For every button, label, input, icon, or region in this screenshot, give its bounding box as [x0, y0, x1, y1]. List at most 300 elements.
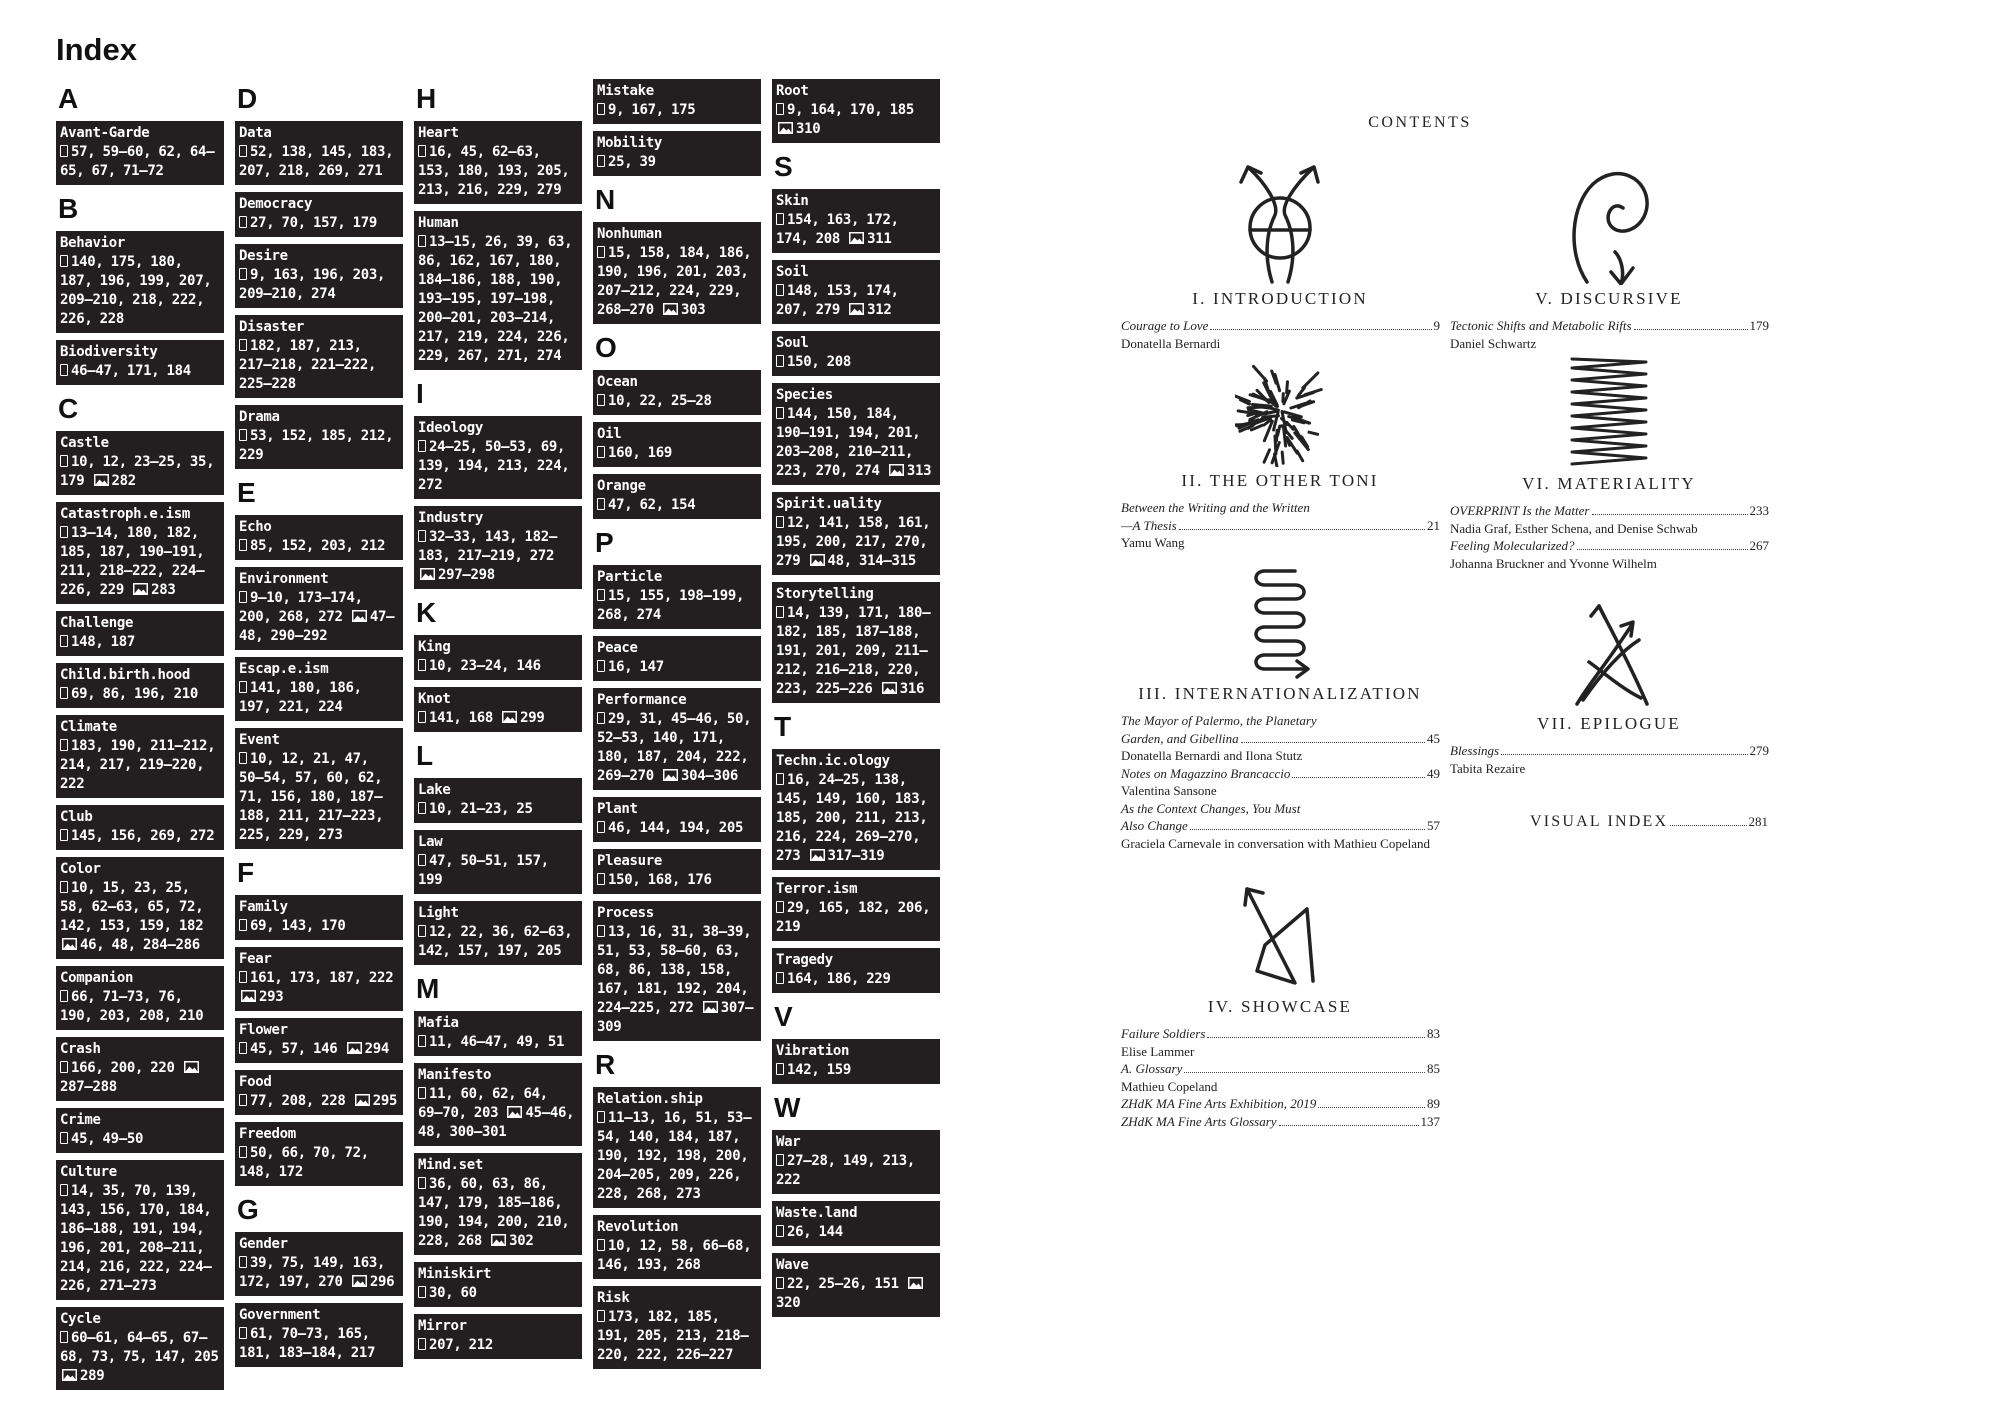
- index-entry: [772, 1201, 940, 1246]
- page-icon: [597, 589, 605, 601]
- page-icon: [776, 407, 784, 419]
- index-refs: [60, 1329, 220, 1386]
- toc-line: [1121, 1025, 1440, 1043]
- index-entry: [56, 966, 224, 1030]
- page-icon: [776, 1277, 784, 1289]
- index-term: Manifesto: [418, 1067, 492, 1083]
- index-entry: [593, 131, 761, 176]
- leader-dots: [1179, 529, 1425, 530]
- index-entry: [772, 1253, 940, 1317]
- index-entry: [235, 315, 403, 398]
- index-entry: [56, 611, 224, 656]
- index-term: Heart: [418, 125, 459, 141]
- toc-title: Garden, and Gibellina: [1121, 730, 1239, 746]
- index-term: Human: [418, 215, 459, 231]
- page-icon: [597, 498, 605, 510]
- index-entry: [414, 830, 582, 894]
- index-entry: [593, 222, 761, 324]
- index-entry: [235, 728, 403, 849]
- index-term: Club: [60, 809, 93, 825]
- index-term: Avant-Garde: [60, 125, 150, 141]
- toc-page-number: 179: [1749, 318, 1769, 333]
- index-page-refs: 13–15, 26, 39, 63, 86, 162, 167, 180, 184–186, 188, 190, 193–195, 197–198, 200–201, 203–214, 217, 219, 224, 226, 229, 267, 271, 274: [418, 234, 573, 364]
- index-page-refs: 53, 152, 185, 212, 229: [239, 428, 394, 463]
- index-refs: [239, 1325, 399, 1363]
- index-page-refs: 47, 50–51, 157, 199: [418, 853, 549, 888]
- image-icon: [663, 768, 678, 780]
- image-icon: [849, 302, 864, 314]
- index-letter: W: [774, 1092, 801, 1123]
- page-icon: [597, 103, 605, 115]
- index-entry: [235, 244, 403, 308]
- toc-page-number: 9: [1433, 318, 1440, 333]
- index-page-refs: 150, 168, 176: [608, 872, 712, 888]
- index-refs: [60, 633, 220, 652]
- index-refs: [776, 1275, 936, 1313]
- index-entry: [56, 1307, 224, 1390]
- index-term: Risk: [597, 1290, 630, 1306]
- index-refs: [418, 438, 578, 495]
- index-page-refs: 164, 186, 229: [787, 971, 891, 987]
- index-image-refs: 46, 48, 284–286: [80, 937, 200, 953]
- index-refs: [418, 1085, 578, 1142]
- index-entry: [593, 901, 761, 1041]
- index-entry: [593, 370, 761, 415]
- index-entry: [772, 582, 940, 703]
- index-term: Root: [776, 83, 809, 99]
- index-image-refs: 303: [681, 302, 706, 318]
- page-icon: [776, 1063, 784, 1075]
- index-entry: [56, 231, 224, 333]
- image-icon: [420, 567, 435, 579]
- index-refs: [597, 923, 757, 1037]
- index-page-refs: 9, 163, 196, 203, 209–210, 274: [239, 267, 386, 302]
- index-entry: [56, 857, 224, 959]
- index-term: Biodiversity: [60, 344, 158, 360]
- index-refs: [776, 1152, 936, 1190]
- index-refs: [239, 917, 399, 936]
- index-refs: [60, 253, 220, 329]
- page-icon: [776, 1225, 784, 1237]
- dense-zigzag-icon: [1564, 355, 1654, 470]
- toc-line: [1450, 742, 1769, 760]
- index-image-refs: 317–319: [827, 848, 885, 864]
- index-entry: [414, 1011, 582, 1056]
- index-term: Behavior: [60, 235, 126, 251]
- index-image-refs: 304–306: [681, 768, 738, 784]
- index-refs: [597, 392, 757, 411]
- index-term: Waste.land: [776, 1205, 858, 1221]
- index-term: Government: [239, 1307, 321, 1323]
- toc-page-number: 137: [1420, 1113, 1440, 1129]
- image-icon: [62, 937, 77, 949]
- toc-page-number: 21: [1427, 517, 1440, 533]
- toc-title: Tectonic Shifts and Metabolic Rifts: [1450, 318, 1632, 333]
- index-entry: [235, 657, 403, 721]
- image-icon: [352, 609, 367, 621]
- index-page-refs: 11, 46–47, 49, 51: [429, 1034, 565, 1050]
- index-refs: [239, 266, 399, 304]
- index-page-refs: 45, 57, 146: [250, 1041, 338, 1057]
- leader-dots: [1634, 329, 1748, 330]
- index-refs: [597, 244, 757, 320]
- index-term: Mind.set: [418, 1157, 484, 1173]
- index-entry: [772, 383, 940, 485]
- index-refs: [239, 214, 399, 233]
- page-icon: [60, 990, 68, 1002]
- index-page-refs: 10, 23–24, 146: [429, 658, 541, 674]
- index-refs: [60, 1130, 220, 1149]
- page-icon: [597, 925, 605, 937]
- index-term: Data: [239, 125, 272, 141]
- section-heading: V. DISCURSIVE: [1535, 289, 1683, 308]
- contents-section: [1120, 565, 1440, 852]
- index-refs: [418, 1284, 578, 1303]
- index-term: King: [418, 639, 451, 655]
- page-icon: [239, 681, 247, 693]
- toc-title: The Mayor of Palermo, the Planetary: [1121, 713, 1317, 728]
- index-page-refs: 26, 144: [787, 1224, 843, 1240]
- index-page-refs: 10, 12, 58, 66–68, 146, 193, 268: [597, 1238, 752, 1273]
- page-icon: [776, 284, 784, 296]
- index-term: Event: [239, 732, 280, 748]
- index-letter: G: [237, 1194, 259, 1225]
- page-icon: [239, 1256, 247, 1268]
- index-term: Species: [776, 387, 833, 403]
- page-icon: [239, 539, 247, 551]
- toc-author: Daniel Schwartz: [1450, 335, 1537, 351]
- index-term: Tragedy: [776, 952, 833, 968]
- page-icon: [597, 873, 605, 885]
- index-refs: [776, 514, 936, 571]
- image-icon: [810, 848, 825, 860]
- page-icon: [418, 854, 426, 866]
- index-entry: [414, 1262, 582, 1307]
- image-icon: [347, 1041, 362, 1053]
- index-refs: [776, 282, 936, 320]
- index-term: Lake: [418, 782, 451, 798]
- visual-index-line: [1530, 813, 1768, 831]
- page-icon: [60, 635, 68, 647]
- index-entry: [772, 749, 940, 870]
- page-icon: [418, 1338, 426, 1350]
- index-page-refs: 14, 35, 70, 139, 143, 156, 170, 184, 186–188, 191, 194, 196, 201, 208–211, 214, 216, 222, 224–226, 271–273: [60, 1183, 212, 1294]
- toc-page-number: 57: [1427, 818, 1440, 833]
- section-heading: II. THE OTHER TONI: [1181, 471, 1379, 490]
- toc-page-number: 233: [1749, 503, 1769, 518]
- index-refs: [597, 871, 757, 890]
- index-term: Democracy: [239, 196, 313, 212]
- index-term: Nonhuman: [597, 226, 663, 242]
- toc-page-number: 49: [1427, 765, 1440, 781]
- index-refs: [60, 524, 220, 600]
- page-icon: [776, 355, 784, 367]
- index-page-refs: 39, 75, 149, 163, 172, 197, 270: [239, 1255, 386, 1290]
- index-image-refs: 307–309: [597, 1000, 754, 1035]
- page-icon: [60, 364, 68, 376]
- index-page-refs: 47, 62, 154: [608, 497, 696, 513]
- index-image-refs: 320: [776, 1295, 801, 1311]
- index-term: Ocean: [597, 374, 638, 390]
- index-letter: R: [595, 1049, 616, 1080]
- index-page-refs: 161, 173, 187, 222: [250, 970, 394, 986]
- index-entry: [235, 1303, 403, 1367]
- index-refs: [597, 101, 757, 120]
- burst-scribble-icon: [1235, 357, 1325, 467]
- index-image-refs: 287–288: [60, 1079, 117, 1095]
- index-page-refs: 12, 141, 158, 161, 195, 200, 217, 270, 279: [776, 515, 931, 569]
- index-image-refs: 283: [151, 582, 176, 598]
- index-entry: [414, 506, 582, 589]
- index-term: Soul: [776, 335, 809, 351]
- index-image-refs: 299: [520, 710, 545, 726]
- image-icon: [62, 1368, 77, 1380]
- index-refs: [239, 589, 399, 646]
- index-entry: [235, 1232, 403, 1296]
- index-refs: [60, 685, 220, 704]
- index-page-refs: 160, 169: [608, 445, 673, 461]
- leader-dots: [1241, 742, 1425, 743]
- index-term: Storytelling: [776, 586, 874, 602]
- index-term: Freedom: [239, 1126, 296, 1142]
- page-icon: [239, 1094, 247, 1106]
- index-term: Knot: [418, 691, 451, 707]
- toc-line: [1450, 502, 1769, 520]
- page-icon: [597, 394, 605, 406]
- index-page-refs: 69, 86, 196, 210: [71, 686, 199, 702]
- page-icon: [597, 712, 605, 724]
- page-icon: [60, 145, 68, 157]
- page-icon: [60, 739, 68, 751]
- page-icon: [418, 1177, 426, 1189]
- index-letter: H: [416, 83, 437, 114]
- page-icon: [418, 925, 426, 937]
- index-column: [56, 79, 224, 1397]
- index-term: Color: [60, 861, 101, 877]
- index-entry: [593, 474, 761, 519]
- index-entry: [593, 849, 761, 894]
- arrows-circle-icon: [1225, 160, 1335, 285]
- index-page-refs: 148, 153, 174, 207, 279: [776, 283, 899, 318]
- page-icon: [776, 901, 784, 913]
- index-term: Law: [418, 834, 443, 850]
- index-entry: [414, 687, 582, 732]
- index-refs: [418, 1175, 578, 1251]
- index-page-refs: 32–33, 143, 182–183, 217–219, 272: [418, 529, 558, 564]
- index-term: Family: [239, 899, 288, 915]
- index-image-refs: 316: [899, 681, 925, 697]
- section-heading: VII. EPILOGUE: [1537, 714, 1681, 733]
- toc-page-number: 83: [1427, 1026, 1440, 1041]
- image-icon: [241, 989, 256, 1001]
- index-entry: [414, 211, 582, 370]
- index-page-refs: 11, 60, 62, 64, 69–70, 203: [418, 1086, 548, 1121]
- index-entry: [414, 901, 582, 965]
- index-term: Crash: [60, 1041, 101, 1057]
- index-refs: [597, 658, 757, 677]
- index-entry: [593, 636, 761, 681]
- index-entry: [235, 1018, 403, 1063]
- index-page-refs: 29, 165, 182, 206, 219: [776, 900, 931, 935]
- image-icon: [507, 1105, 522, 1117]
- page-icon: [418, 711, 426, 723]
- index-page-refs: 140, 175, 180, 187, 196, 199, 207, 209–210, 218, 222, 226, 228: [60, 254, 212, 327]
- index-page-refs: 11–13, 16, 51, 53–54, 140, 184, 187, 190, 192, 198, 200, 204–205, 209, 226, 228, 268, 273: [597, 1110, 752, 1202]
- index-entry: [56, 1160, 224, 1300]
- page-icon: [60, 881, 68, 893]
- index-image-refs: 297–298: [438, 567, 495, 583]
- index-letter: B: [58, 193, 79, 224]
- index-refs: [60, 827, 220, 846]
- index-term: Flower: [239, 1022, 288, 1038]
- index-page-refs: 9, 167, 175: [608, 102, 696, 118]
- index-entry: [56, 502, 224, 604]
- index-entry: [235, 192, 403, 237]
- index-refs: [597, 819, 757, 838]
- image-icon: [355, 1093, 370, 1105]
- index-page-refs: 85, 152, 203, 212: [250, 538, 386, 554]
- index-letter: M: [416, 973, 440, 1004]
- index-entry: [772, 79, 940, 143]
- index-page-refs: 10, 12, 21, 47, 50–54, 57, 60, 62, 71, 156, 180, 187–188, 211, 217–223, 225, 229, 273: [239, 751, 384, 843]
- index-page-refs: 25, 39: [608, 154, 656, 170]
- page-icon: [776, 1154, 784, 1166]
- toc-author: Graciela Carnevale in conversation with Mathieu Copeland: [1121, 835, 1431, 851]
- index-refs: [60, 879, 220, 955]
- page-icon: [597, 246, 605, 258]
- index-term: Mobility: [597, 135, 663, 151]
- index-page-refs: 182, 187, 213, 217–218, 221–222, 225–228: [239, 338, 377, 392]
- page-icon: [60, 526, 68, 538]
- toc-title: Also Change: [1121, 818, 1188, 833]
- spiral-arrow-icon: [1559, 160, 1659, 285]
- index-refs: [239, 750, 399, 845]
- index-entry: [593, 797, 761, 842]
- index-term: Companion: [60, 970, 134, 986]
- index-image-refs: 312: [867, 302, 892, 318]
- index-term: Plant: [597, 801, 638, 817]
- page-icon: [239, 268, 247, 280]
- page-icon: [597, 155, 605, 167]
- index-entry: [414, 1063, 582, 1146]
- index-letter: T: [774, 711, 792, 742]
- index-refs: [776, 101, 936, 139]
- index-image-refs: 296: [369, 1274, 395, 1290]
- index-term: Soil: [776, 264, 809, 280]
- index-refs: [239, 143, 399, 181]
- index-entry: [56, 121, 224, 185]
- index-refs: [60, 453, 220, 491]
- page-icon: [239, 752, 247, 764]
- index-term: War: [776, 1134, 801, 1150]
- index-refs: [60, 737, 220, 794]
- index-entry: [593, 565, 761, 629]
- index-term: Peace: [597, 640, 638, 656]
- image-icon: [352, 1274, 367, 1286]
- index-refs: [60, 1182, 220, 1296]
- page-icon: [597, 1310, 605, 1322]
- index-image-refs: 293: [259, 989, 284, 1005]
- index-term: Oil: [597, 426, 622, 442]
- contents-section: [1449, 600, 1769, 777]
- toc-line: [1121, 765, 1440, 783]
- index-term: Gender: [239, 1236, 288, 1252]
- contents-page: [1000, 0, 2000, 1425]
- index-page-refs: 10, 21–23, 25: [429, 801, 533, 817]
- page-icon: [776, 606, 784, 618]
- index-refs: [418, 143, 578, 200]
- toc-title: Feeling Molecularized?: [1450, 538, 1575, 553]
- index-refs: [60, 143, 220, 181]
- toc-title: ZHdK MA Fine Arts Exhibition, 2019: [1121, 1096, 1317, 1111]
- leader-dots: [1577, 549, 1748, 550]
- toc-line: [1450, 317, 1769, 335]
- index-title: Index: [56, 32, 137, 67]
- page-icon: [418, 440, 426, 452]
- toc-line: [1121, 817, 1440, 835]
- index-page-refs: 10, 22, 25–28: [608, 393, 712, 409]
- toc-page-number: 45: [1427, 730, 1440, 746]
- index-term: Miniskirt: [418, 1266, 492, 1282]
- index-page-refs: 30, 60: [429, 1285, 477, 1301]
- index-entry: [593, 1215, 761, 1279]
- page-icon: [418, 1087, 426, 1099]
- toc-page-number: 85: [1427, 1061, 1440, 1076]
- index-entry: [56, 715, 224, 798]
- index-entry: [56, 431, 224, 495]
- index-page-refs: 22, 25–26, 151: [787, 1276, 899, 1292]
- index-refs: [597, 153, 757, 172]
- toc-title: Between the Writing and the Written: [1121, 500, 1310, 515]
- index-term: Techn.ic.ology: [776, 753, 890, 769]
- index-page-refs: 173, 182, 185, 191, 205, 213, 218–220, 222, 226–227: [597, 1309, 749, 1363]
- index-term: Spirit.uality: [776, 496, 882, 512]
- page-icon: [776, 972, 784, 984]
- index-term: Orange: [597, 478, 646, 494]
- index-page-refs: 12, 22, 36, 62–63, 142, 157, 197, 205: [418, 924, 573, 959]
- page-icon: [239, 591, 247, 603]
- section-heading: VI. MATERIALITY: [1522, 474, 1696, 493]
- image-icon: [882, 681, 897, 693]
- toc-author: Yamu Wang: [1121, 535, 1185, 550]
- index-term: Food: [239, 1074, 272, 1090]
- toc-title: —A Thesis: [1121, 517, 1177, 533]
- index-refs: [239, 537, 399, 556]
- leader-dots: [1501, 754, 1747, 755]
- index-page-refs: 13–14, 180, 182, 185, 187, 190–191, 211, 218–222, 224–226, 229: [60, 525, 205, 598]
- index-refs: [597, 710, 757, 786]
- index-refs: [776, 405, 936, 481]
- page-icon: [418, 659, 426, 671]
- index-term: Child.birth.hood: [60, 667, 191, 683]
- index-entry: [772, 948, 940, 993]
- toc-line: [1121, 1060, 1440, 1078]
- index-page-refs: 36, 60, 63, 86, 147, 179, 185–186, 190, 194, 200, 210, 228, 268: [418, 1176, 570, 1249]
- leader-dots: [1292, 777, 1425, 778]
- index-image-refs: 313: [906, 463, 932, 479]
- index-entry: [772, 1039, 940, 1084]
- index-term: Process: [597, 905, 654, 921]
- index-entry: [56, 1108, 224, 1153]
- toc-page-number: 267: [1749, 538, 1769, 553]
- index-term: Terror.ism: [776, 881, 858, 897]
- index-entry: [235, 895, 403, 940]
- index-letter: A: [58, 83, 79, 114]
- page-icon: [60, 687, 68, 699]
- index-page-refs: 183, 190, 211–212, 214, 217, 219–220, 222: [60, 738, 216, 792]
- index-refs: [597, 1308, 757, 1365]
- index-entry: [772, 877, 940, 941]
